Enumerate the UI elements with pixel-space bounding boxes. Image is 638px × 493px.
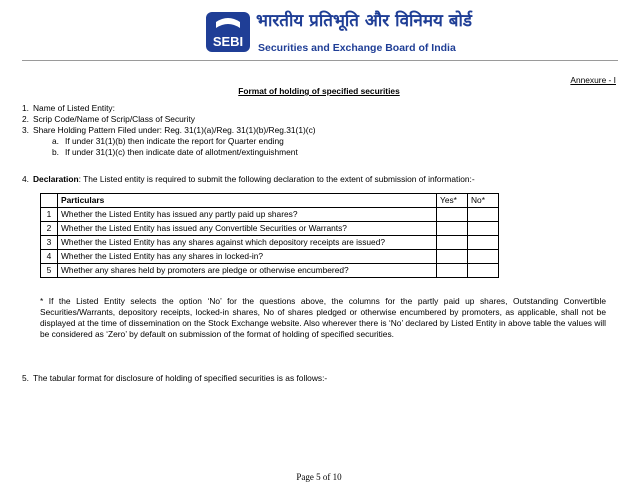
- sub-item: [22, 136, 618, 147]
- item-text: Share Holding Pattern Filed under: Reg. 31(1)(a)/Reg. 31(1)(b)/Reg.31(1)(c): [33, 125, 316, 135]
- document-title: Format of holding of specified securities: [238, 86, 400, 96]
- header-yes: Yes*: [437, 194, 468, 208]
- row-number: 4: [41, 250, 58, 264]
- no-cell[interactable]: [468, 222, 499, 236]
- no-cell[interactable]: [468, 208, 499, 222]
- sub-item-letter: b.: [52, 147, 59, 157]
- row-question: Whether any shares held by promoters are pledge or otherwise encumbered?: [58, 264, 437, 278]
- item-text: Name of Listed Entity:: [33, 103, 115, 113]
- row-number: 3: [41, 236, 58, 250]
- header-particulars: Particulars: [58, 194, 437, 208]
- declaration-text: : The Listed entity is required to submit the following declaration to the extent of submission of information:-: [78, 174, 475, 184]
- list-item: [22, 114, 618, 125]
- sub-item-letter: a.: [52, 136, 59, 146]
- item-number: 1.: [22, 103, 29, 113]
- table-row: [41, 250, 499, 264]
- item-number: 3.: [22, 125, 29, 135]
- declaration-label: Declaration: [33, 174, 79, 184]
- row-question: Whether the Listed Entity has issued any Convertible Securities or Warrants?: [58, 222, 437, 236]
- table-row: [41, 264, 499, 278]
- sebi-logo: [204, 10, 254, 54]
- list-item: [22, 373, 618, 384]
- annexure-label: Annexure - I: [570, 75, 616, 85]
- footnote: * If the Listed Entity selects the option ‘No’ for the questions above, the columns for the partly paid up shares, Outstanding Convertible Securities/Warrants, depository receipts, locked-in shares, No of shares pledged or otherwise encumbered by promoters, as applicable, shall not be displayed at the time of dissemination on the Stock Exchange website. Also wherever there is ‘No’ declared by Listed Entity in above table the values will be considered as ‘Zero’ by default on submission of the format of holding of specified securities.: [40, 296, 606, 339]
- list-item: [22, 103, 618, 114]
- table-row: [41, 222, 499, 236]
- table-row: [41, 236, 499, 250]
- item-number: 5.: [22, 373, 29, 383]
- item-text: Scrip Code/Name of Scrip/Class of Security: [33, 114, 195, 124]
- header-blank: [41, 194, 58, 208]
- field-list: [22, 103, 618, 158]
- sub-item: [22, 147, 618, 158]
- no-cell[interactable]: [468, 250, 499, 264]
- item-number: 4.: [22, 174, 29, 184]
- declaration: [22, 174, 618, 185]
- sub-item-text: If under 31(1)(c) then indicate date of allotment/extinguishment: [65, 147, 298, 157]
- svg-text:SEBI: SEBI: [212, 34, 244, 49]
- yes-cell[interactable]: [437, 208, 468, 222]
- yes-cell[interactable]: [437, 264, 468, 278]
- item-text: The tabular format for disclosure of holding of specified securities is as follows:-: [33, 373, 328, 383]
- item-number: 2.: [22, 114, 29, 124]
- header-no: No*: [468, 194, 499, 208]
- table-header-row: [41, 194, 499, 208]
- english-title: Securities and Exchange Board of India: [258, 42, 456, 54]
- table-row: [41, 208, 499, 222]
- row-number: 2: [41, 222, 58, 236]
- no-cell[interactable]: [468, 236, 499, 250]
- row-question: Whether the Listed Entity has issued any partly paid up shares?: [58, 208, 437, 222]
- row-number: 5: [41, 264, 58, 278]
- yes-cell[interactable]: [437, 222, 468, 236]
- yes-cell[interactable]: [437, 250, 468, 264]
- header-divider: [22, 60, 618, 61]
- no-cell[interactable]: [468, 264, 499, 278]
- page-number: Page 5 of 10: [296, 472, 342, 482]
- list-item: [22, 125, 618, 136]
- yes-cell[interactable]: [437, 236, 468, 250]
- row-question: Whether the Listed Entity has any shares against which depository receipts are issued?: [58, 236, 437, 250]
- row-number: 1: [41, 208, 58, 222]
- declaration-table: [40, 193, 499, 278]
- sub-item-text: If under 31(1)(b) then indicate the report for Quarter ending: [65, 136, 284, 146]
- row-question: Whether the Listed Entity has any shares in locked-in?: [58, 250, 437, 264]
- hindi-title: भारतीय प्रतिभूति और विनिमय बोर्ड: [256, 11, 473, 31]
